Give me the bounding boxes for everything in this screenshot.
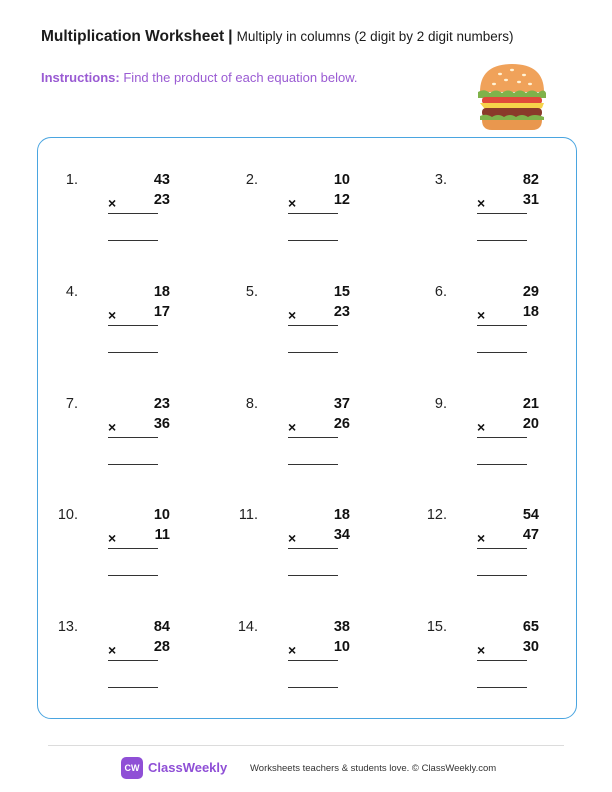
multiplicand: 43 bbox=[153, 172, 170, 188]
sum-line bbox=[108, 660, 158, 661]
page-title: Multiplication Worksheet bbox=[41, 28, 225, 45]
multiplier: 23 bbox=[333, 304, 350, 320]
multiply-sign: × bbox=[477, 419, 486, 435]
multiplier: 17 bbox=[153, 304, 170, 320]
multiplier: 34 bbox=[333, 527, 350, 543]
problem-number: 9. bbox=[434, 396, 447, 412]
multiplicand: 37 bbox=[333, 396, 350, 412]
multiply-sign: × bbox=[288, 642, 297, 658]
answer-line[interactable] bbox=[288, 687, 338, 688]
multiplier: 11 bbox=[154, 527, 170, 543]
footer-divider bbox=[48, 745, 564, 746]
multiplicand: 18 bbox=[153, 284, 170, 300]
multiply-sign: × bbox=[108, 419, 117, 435]
title-separator: | bbox=[228, 28, 233, 45]
multiply-sign: × bbox=[288, 195, 297, 211]
sum-line bbox=[288, 660, 338, 661]
multiplier: 18 bbox=[522, 304, 539, 320]
multiplicand: 15 bbox=[333, 284, 350, 300]
multiply-sign: × bbox=[108, 195, 117, 211]
answer-line[interactable] bbox=[288, 464, 338, 465]
problem-number: 2. bbox=[245, 172, 258, 188]
problem-item bbox=[220, 396, 350, 476]
multiply-sign: × bbox=[108, 642, 117, 658]
problem-number: 13. bbox=[57, 619, 78, 635]
problem-item bbox=[409, 284, 539, 364]
answer-line[interactable] bbox=[477, 687, 527, 688]
problem-item bbox=[409, 172, 539, 252]
problem-item bbox=[220, 619, 350, 699]
problem-item bbox=[40, 172, 170, 252]
hamburger-icon bbox=[472, 58, 552, 134]
multiply-sign: × bbox=[477, 307, 486, 323]
problem-number: 15. bbox=[426, 619, 447, 635]
answer-line[interactable] bbox=[477, 464, 527, 465]
answer-line[interactable] bbox=[108, 352, 158, 353]
multiplicand: 21 bbox=[522, 396, 539, 412]
answer-line[interactable] bbox=[288, 352, 338, 353]
answer-line[interactable] bbox=[288, 575, 338, 576]
multiplier: 30 bbox=[522, 639, 539, 655]
sum-line bbox=[108, 325, 158, 326]
answer-line[interactable] bbox=[477, 352, 527, 353]
problem-item bbox=[40, 284, 170, 364]
multiplier: 31 bbox=[522, 192, 539, 208]
multiplier: 26 bbox=[333, 416, 350, 432]
multiply-sign: × bbox=[288, 307, 297, 323]
sum-line bbox=[108, 213, 158, 214]
multiply-sign: × bbox=[288, 419, 297, 435]
sum-line bbox=[477, 213, 527, 214]
sum-line bbox=[288, 548, 338, 549]
multiplicand: 10 bbox=[153, 507, 170, 523]
problem-number: 11. bbox=[238, 507, 258, 523]
sum-line bbox=[288, 437, 338, 438]
problem-number: 1. bbox=[65, 172, 78, 188]
multiplicand: 23 bbox=[153, 396, 170, 412]
multiply-sign: × bbox=[108, 530, 117, 546]
multiplicand: 29 bbox=[522, 284, 539, 300]
sum-line bbox=[108, 548, 158, 549]
problem-number: 12. bbox=[426, 507, 447, 523]
answer-line[interactable] bbox=[477, 575, 527, 576]
problem-number: 10. bbox=[57, 507, 78, 523]
problem-item bbox=[40, 507, 170, 587]
sum-line bbox=[477, 437, 527, 438]
multiplier: 47 bbox=[522, 527, 539, 543]
problem-number: 3. bbox=[434, 172, 447, 188]
answer-line[interactable] bbox=[108, 464, 158, 465]
problem-item bbox=[409, 507, 539, 587]
answer-line[interactable] bbox=[108, 687, 158, 688]
footer-tagline: Worksheets teachers & students love. © ClassWeekly.com bbox=[250, 763, 497, 774]
multiplicand: 18 bbox=[333, 507, 350, 523]
classweekly-logo: CW bbox=[121, 757, 143, 779]
problem-number: 6. bbox=[434, 284, 447, 300]
problem-number: 8. bbox=[245, 396, 258, 412]
multiplier: 36 bbox=[153, 416, 170, 432]
sum-line bbox=[288, 325, 338, 326]
problem-item bbox=[40, 619, 170, 699]
sum-line bbox=[477, 325, 527, 326]
instructions-label: Instructions: bbox=[41, 70, 120, 85]
problem-number: 14. bbox=[237, 619, 258, 635]
brand-name: ClassWeekly bbox=[148, 760, 228, 775]
multiplier: 12 bbox=[333, 192, 350, 208]
multiplier: 28 bbox=[153, 639, 170, 655]
multiplier: 23 bbox=[153, 192, 170, 208]
page-subtitle: Multiply in columns (2 digit by 2 digit numbers) bbox=[236, 29, 514, 44]
multiplicand: 10 bbox=[333, 172, 350, 188]
multiply-sign: × bbox=[477, 530, 486, 546]
multiplier: 10 bbox=[333, 639, 350, 655]
sum-line bbox=[477, 548, 527, 549]
multiply-sign: × bbox=[288, 530, 297, 546]
sum-line bbox=[477, 660, 527, 661]
multiplicand: 54 bbox=[522, 507, 539, 523]
problem-item bbox=[409, 396, 539, 476]
multiplicand: 38 bbox=[333, 619, 350, 635]
answer-line[interactable] bbox=[477, 240, 527, 241]
sum-line bbox=[108, 437, 158, 438]
sum-line bbox=[288, 213, 338, 214]
worksheet-header bbox=[41, 28, 514, 46]
problem-number: 5. bbox=[245, 284, 258, 300]
multiplicand: 65 bbox=[522, 619, 539, 635]
multiplier: 20 bbox=[522, 416, 539, 432]
problem-number: 7. bbox=[65, 396, 78, 412]
problem-item bbox=[40, 396, 170, 476]
problem-item bbox=[220, 172, 350, 252]
multiply-sign: × bbox=[477, 195, 486, 211]
instructions bbox=[41, 70, 358, 85]
multiply-sign: × bbox=[477, 642, 486, 658]
problem-number: 4. bbox=[65, 284, 78, 300]
answer-line[interactable] bbox=[108, 575, 158, 576]
answer-line[interactable] bbox=[288, 240, 338, 241]
multiply-sign: × bbox=[108, 307, 117, 323]
multiplicand: 82 bbox=[522, 172, 539, 188]
problem-item bbox=[220, 284, 350, 364]
answer-line[interactable] bbox=[108, 240, 158, 241]
instructions-text: Find the product of each equation below. bbox=[123, 70, 358, 85]
multiplicand: 84 bbox=[153, 619, 170, 635]
problem-item bbox=[409, 619, 539, 699]
problem-item bbox=[220, 507, 350, 587]
